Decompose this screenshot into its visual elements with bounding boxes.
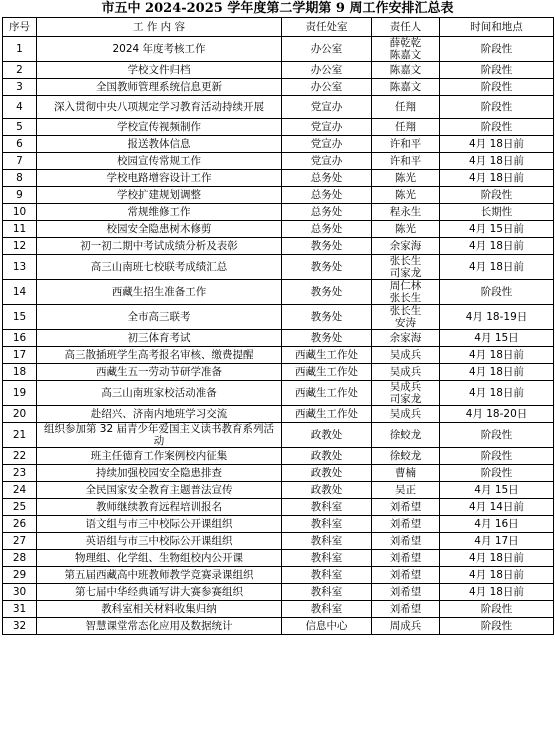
cell-department: 教务处 — [282, 305, 372, 330]
cell-row-number: 10 — [3, 204, 37, 221]
cell-work-content: 初一初二期中考试成绩分析及表彰 — [37, 238, 282, 255]
cell-responsible-person: 徐蛟龙 — [372, 423, 440, 448]
cell-row-number: 26 — [3, 516, 37, 533]
table-row — [3, 465, 554, 482]
header-row — [3, 18, 554, 37]
cell-department: 政教处 — [282, 465, 372, 482]
cell-department: 信息中心 — [282, 618, 372, 635]
table-row — [3, 364, 554, 381]
table-row — [3, 305, 554, 330]
table-row — [3, 482, 554, 499]
cell-work-content: 初三体育考试 — [37, 330, 282, 347]
table-row — [3, 347, 554, 364]
table-row — [3, 187, 554, 204]
cell-department: 教务处 — [282, 255, 372, 280]
cell-time-place: 阶段性 — [440, 119, 554, 136]
cell-work-content: 校园宣传常规工作 — [37, 153, 282, 170]
table-row — [3, 499, 554, 516]
cell-work-content: 高三山南班家校活动准备 — [37, 381, 282, 406]
cell-work-content: 深入贯彻中央八项规定学习教育活动持续开展 — [37, 96, 282, 119]
cell-time-place: 4月 18日前 — [440, 381, 554, 406]
cell-time-place: 阶段性 — [440, 280, 554, 305]
cell-row-number: 12 — [3, 238, 37, 255]
cell-work-content: 智慧课堂常态化应用及数据统计 — [37, 618, 282, 635]
table-body — [3, 37, 554, 635]
cell-responsible-person: 陈光 — [372, 221, 440, 238]
cell-work-content: 英语组与市三中校际公开课组织 — [37, 533, 282, 550]
cell-department: 西藏生工作处 — [282, 406, 372, 423]
cell-department: 教务处 — [282, 330, 372, 347]
table-row — [3, 170, 554, 187]
cell-responsible-person: 陈嘉文 — [372, 62, 440, 79]
cell-time-place: 长期性 — [440, 204, 554, 221]
cell-work-content: 西藏生招生准备工作 — [37, 280, 282, 305]
cell-responsible-person: 程永生 — [372, 204, 440, 221]
cell-responsible-person: 张长生 司家龙 — [372, 255, 440, 280]
cell-department: 党宣办 — [282, 119, 372, 136]
cell-responsible-person: 刘希望 — [372, 550, 440, 567]
table-row — [3, 406, 554, 423]
cell-time-place: 阶段性 — [440, 601, 554, 618]
cell-responsible-person: 周仁林 张长生 — [372, 280, 440, 305]
cell-responsible-person: 许和平 — [372, 136, 440, 153]
cell-department: 西藏生工作处 — [282, 347, 372, 364]
table-row — [3, 96, 554, 119]
cell-work-content: 语文组与市三中校际公开课组织 — [37, 516, 282, 533]
table-row — [3, 601, 554, 618]
cell-time-place: 4月 15日 — [440, 330, 554, 347]
cell-work-content: 教科室相关材料收集归纳 — [37, 601, 282, 618]
cell-time-place: 4月 18日前 — [440, 255, 554, 280]
cell-department: 办公室 — [282, 62, 372, 79]
table-row — [3, 280, 554, 305]
cell-time-place: 阶段性 — [440, 37, 554, 62]
cell-department: 党宣办 — [282, 136, 372, 153]
cell-time-place: 4月 18日前 — [440, 238, 554, 255]
cell-responsible-person: 刘希望 — [372, 533, 440, 550]
cell-row-number: 23 — [3, 465, 37, 482]
header-work-content: 工 作 内 容 — [37, 18, 282, 37]
cell-row-number: 1 — [3, 37, 37, 62]
cell-row-number: 9 — [3, 187, 37, 204]
cell-time-place: 4月 18日前 — [440, 364, 554, 381]
cell-row-number: 27 — [3, 533, 37, 550]
table-row — [3, 153, 554, 170]
cell-department: 教科室 — [282, 533, 372, 550]
cell-responsible-person: 薛乾乾 陈嘉文 — [372, 37, 440, 62]
cell-responsible-person: 陈光 — [372, 170, 440, 187]
cell-department: 办公室 — [282, 37, 372, 62]
cell-time-place: 阶段性 — [440, 465, 554, 482]
table-row — [3, 330, 554, 347]
schedule-table — [2, 17, 554, 635]
cell-work-content: 全市高三联考 — [37, 305, 282, 330]
cell-work-content: 组织参加第 32 届青少年爱国主义读书教育系列活动 — [37, 423, 282, 448]
cell-row-number: 7 — [3, 153, 37, 170]
cell-time-place: 4月 18日前 — [440, 550, 554, 567]
table-row — [3, 204, 554, 221]
cell-responsible-person: 吴成兵 — [372, 347, 440, 364]
cell-time-place: 4月 14日前 — [440, 499, 554, 516]
cell-row-number: 16 — [3, 330, 37, 347]
cell-department: 西藏生工作处 — [282, 364, 372, 381]
cell-row-number: 29 — [3, 567, 37, 584]
cell-responsible-person: 任翔 — [372, 96, 440, 119]
cell-responsible-person: 吴正 — [372, 482, 440, 499]
cell-department: 办公室 — [282, 79, 372, 96]
cell-time-place: 阶段性 — [440, 618, 554, 635]
cell-responsible-person: 刘希望 — [372, 567, 440, 584]
cell-responsible-person: 刘希望 — [372, 499, 440, 516]
cell-work-content: 校园安全隐患树木修剪 — [37, 221, 282, 238]
cell-row-number: 21 — [3, 423, 37, 448]
header-responsible-person: 责任人 — [372, 18, 440, 37]
table-row — [3, 550, 554, 567]
table-row — [3, 221, 554, 238]
cell-responsible-person: 徐蛟龙 — [372, 448, 440, 465]
cell-department: 政教处 — [282, 423, 372, 448]
cell-time-place: 阶段性 — [440, 62, 554, 79]
cell-row-number: 6 — [3, 136, 37, 153]
cell-row-number: 8 — [3, 170, 37, 187]
table-row — [3, 423, 554, 448]
cell-responsible-person: 陈嘉文 — [372, 79, 440, 96]
cell-department: 教科室 — [282, 601, 372, 618]
table-row — [3, 381, 554, 406]
table-row — [3, 119, 554, 136]
cell-department: 教科室 — [282, 584, 372, 601]
cell-time-place: 阶段性 — [440, 187, 554, 204]
cell-work-content: 第五届西藏高中班教师教学竞赛录课组织 — [37, 567, 282, 584]
cell-work-content: 全民国家安全教育主题普法宣传 — [37, 482, 282, 499]
cell-work-content: 2024 年度考核工作 — [37, 37, 282, 62]
cell-row-number: 15 — [3, 305, 37, 330]
cell-row-number: 17 — [3, 347, 37, 364]
cell-row-number: 14 — [3, 280, 37, 305]
cell-department: 总务处 — [282, 187, 372, 204]
cell-work-content: 学校宣传视频制作 — [37, 119, 282, 136]
cell-row-number: 22 — [3, 448, 37, 465]
cell-row-number: 28 — [3, 550, 37, 567]
cell-row-number: 11 — [3, 221, 37, 238]
cell-row-number: 24 — [3, 482, 37, 499]
cell-department: 教科室 — [282, 567, 372, 584]
cell-responsible-person: 吴成兵 司家龙 — [372, 381, 440, 406]
cell-row-number: 20 — [3, 406, 37, 423]
cell-work-content: 高三山南班七校联考成绩汇总 — [37, 255, 282, 280]
cell-work-content: 班主任德育工作案例校内征集 — [37, 448, 282, 465]
cell-department: 总务处 — [282, 221, 372, 238]
cell-department: 政教处 — [282, 482, 372, 499]
table-row — [3, 567, 554, 584]
cell-work-content: 全国教师管理系统信息更新 — [37, 79, 282, 96]
cell-time-place: 阶段性 — [440, 96, 554, 119]
cell-time-place: 阶段性 — [440, 423, 554, 448]
cell-work-content: 物理组、化学组、生物组校内公开课 — [37, 550, 282, 567]
cell-time-place: 4月 18日前 — [440, 584, 554, 601]
cell-work-content: 学校电路增容设计工作 — [37, 170, 282, 187]
header-time-place: 时间和地点 — [440, 18, 554, 37]
cell-responsible-person: 许和平 — [372, 153, 440, 170]
cell-responsible-person: 吴成兵 — [372, 364, 440, 381]
cell-responsible-person: 吴成兵 — [372, 406, 440, 423]
cell-department: 政教处 — [282, 448, 372, 465]
cell-work-content: 常规维修工作 — [37, 204, 282, 221]
cell-department: 教务处 — [282, 280, 372, 305]
cell-row-number: 2 — [3, 62, 37, 79]
cell-time-place: 4月 17日 — [440, 533, 554, 550]
cell-time-place: 4月 18日前 — [440, 170, 554, 187]
cell-work-content: 西藏生五一劳动节研学准备 — [37, 364, 282, 381]
cell-row-number: 4 — [3, 96, 37, 119]
cell-department: 总务处 — [282, 170, 372, 187]
cell-work-content: 报送教体信息 — [37, 136, 282, 153]
cell-time-place: 4月 16日 — [440, 516, 554, 533]
cell-row-number: 18 — [3, 364, 37, 381]
cell-department: 教科室 — [282, 499, 372, 516]
table-row — [3, 62, 554, 79]
cell-row-number: 25 — [3, 499, 37, 516]
cell-responsible-person: 余家海 — [372, 330, 440, 347]
cell-responsible-person: 陈光 — [372, 187, 440, 204]
cell-time-place: 4月 15日前 — [440, 221, 554, 238]
cell-time-place: 4月 15日 — [440, 482, 554, 499]
table-row — [3, 136, 554, 153]
cell-row-number: 32 — [3, 618, 37, 635]
cell-row-number: 3 — [3, 79, 37, 96]
cell-time-place: 4月 18-19日 — [440, 305, 554, 330]
cell-time-place: 4月 18日前 — [440, 347, 554, 364]
cell-responsible-person: 余家海 — [372, 238, 440, 255]
cell-time-place: 4月 18日前 — [440, 136, 554, 153]
cell-row-number: 19 — [3, 381, 37, 406]
cell-work-content: 第七届中华经典诵写讲大赛参赛组织 — [37, 584, 282, 601]
cell-work-content: 教师继续教育远程培训报名 — [37, 499, 282, 516]
cell-department: 教科室 — [282, 550, 372, 567]
cell-row-number: 31 — [3, 601, 37, 618]
document-title: 市五中 2024-2025 学年度第二学期第 9 周工作安排汇总表 — [101, 1, 454, 16]
cell-responsible-person: 刘希望 — [372, 601, 440, 618]
header-row-number: 序号 — [3, 18, 37, 37]
cell-work-content: 学校扩建规划调整 — [37, 187, 282, 204]
table-row — [3, 533, 554, 550]
cell-time-place: 阶段性 — [440, 79, 554, 96]
table-row — [3, 584, 554, 601]
cell-work-content: 高三散插班学生高考报名审核、缴费提醒 — [37, 347, 282, 364]
table-row — [3, 618, 554, 635]
cell-department: 党宣办 — [282, 153, 372, 170]
cell-work-content: 学校文件归档 — [37, 62, 282, 79]
cell-department: 西藏生工作处 — [282, 381, 372, 406]
cell-department: 教科室 — [282, 516, 372, 533]
cell-row-number: 5 — [3, 119, 37, 136]
cell-department: 总务处 — [282, 204, 372, 221]
cell-responsible-person: 周成兵 — [372, 618, 440, 635]
cell-department: 教务处 — [282, 238, 372, 255]
cell-responsible-person: 曹楠 — [372, 465, 440, 482]
header-department: 责任处室 — [282, 18, 372, 37]
cell-row-number: 13 — [3, 255, 37, 280]
cell-time-place: 4月 18-20日 — [440, 406, 554, 423]
cell-work-content: 赴绍兴、济南内地班学习交流 — [37, 406, 282, 423]
cell-time-place: 4月 18日前 — [440, 153, 554, 170]
cell-responsible-person: 刘希望 — [372, 516, 440, 533]
table-row — [3, 516, 554, 533]
table-row — [3, 255, 554, 280]
cell-time-place: 4月 18日前 — [440, 567, 554, 584]
cell-row-number: 30 — [3, 584, 37, 601]
cell-responsible-person: 任翔 — [372, 119, 440, 136]
table-row — [3, 37, 554, 62]
cell-department: 党宣办 — [282, 96, 372, 119]
table-row — [3, 238, 554, 255]
table-row — [3, 448, 554, 465]
cell-responsible-person: 刘希望 — [372, 584, 440, 601]
cell-responsible-person: 张长生 安涛 — [372, 305, 440, 330]
table-row — [3, 79, 554, 96]
cell-time-place: 阶段性 — [440, 448, 554, 465]
cell-work-content: 持续加强校园安全隐患排查 — [37, 465, 282, 482]
